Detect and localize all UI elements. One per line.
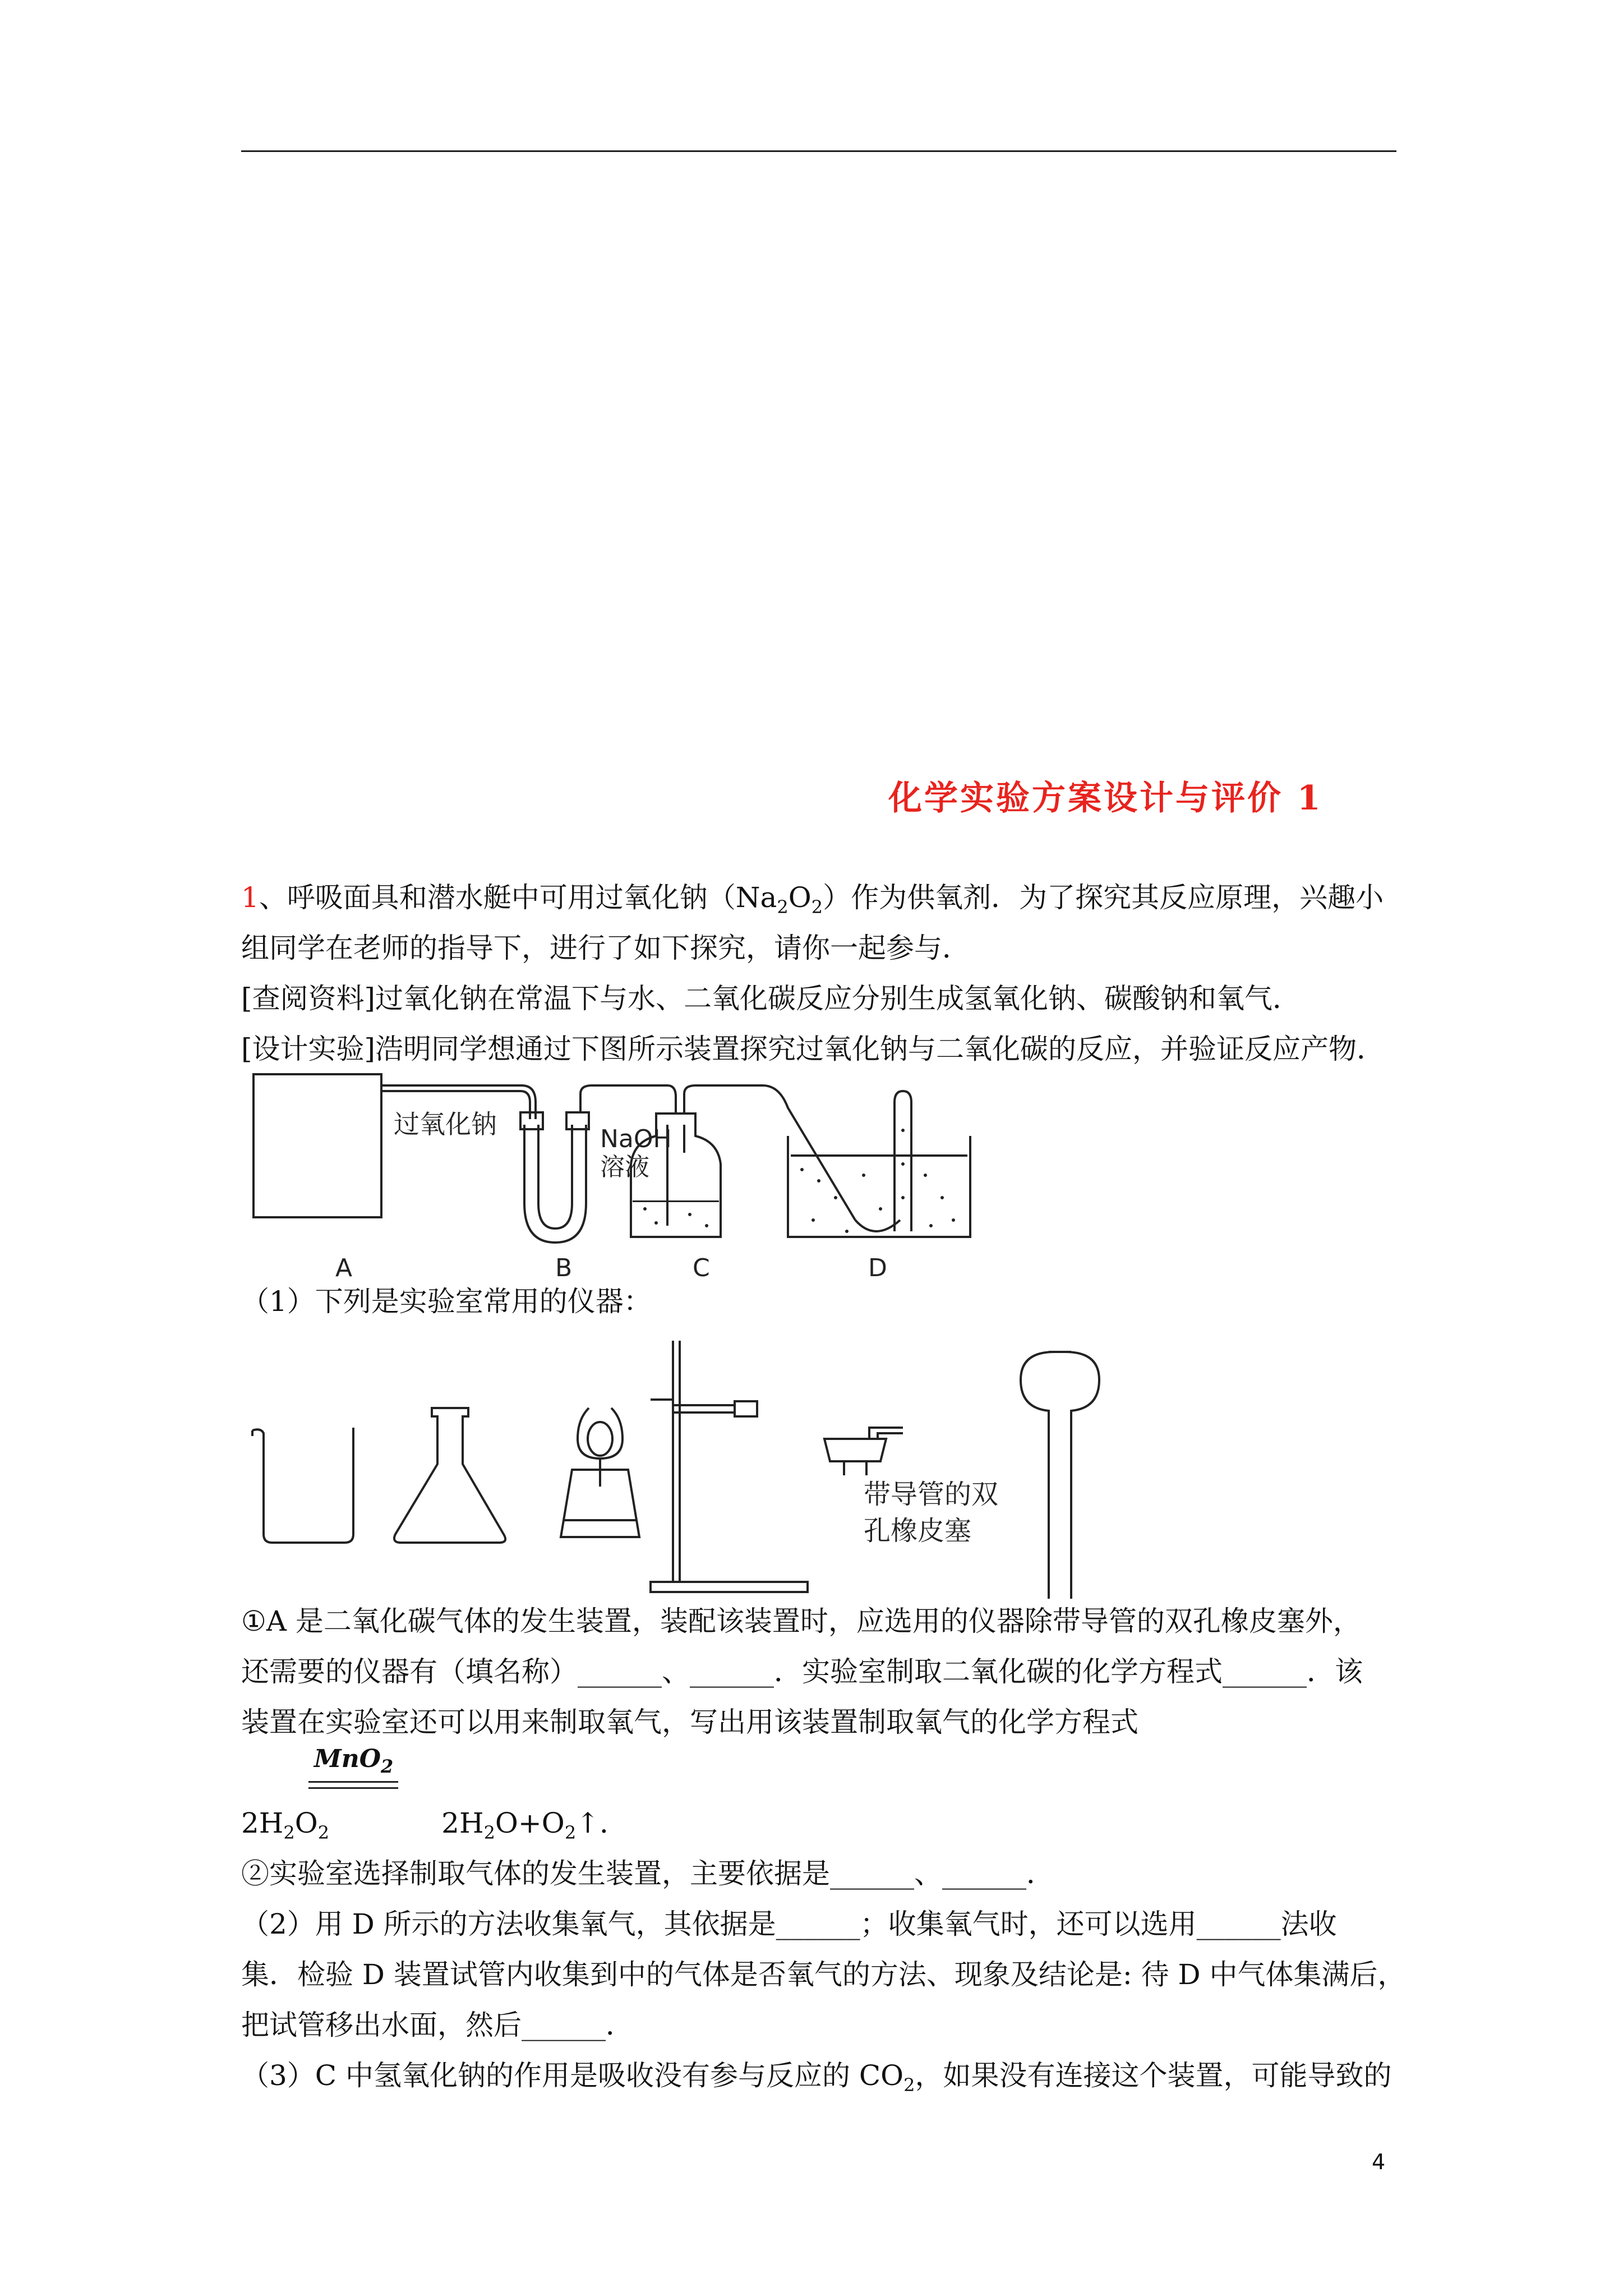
question-1-line-1: 1、呼吸面具和潜水艇中可用过氧化钠$(Na_2O_2)$作为供氧剂．为了探究其反应原理，兴趣小 <box>241 881 1384 918</box>
collection-test-tube <box>895 1091 911 1231</box>
equation-double-line-bottom <box>308 1787 398 1789</box>
question-number: 1 <box>241 881 259 914</box>
question-1-line-2: 组同学在老师的指导下，进行了如下探究，请你一起参与． <box>241 932 970 964</box>
sub-2-line-2: 集．检验 D 装置试管内收集到中的气体是否氧气的方法、现象及结论是: 待 D 中气体集满后， <box>241 1958 1406 1991</box>
generator-box-a <box>253 1074 381 1217</box>
label-naoh: NaOH <box>600 1125 672 1153</box>
label-c: C <box>693 1254 710 1282</box>
conical-flask <box>394 1408 505 1543</box>
sub-2-line-1: （2）用 D 所示的方法收集氧气，其依据是______；收集氧气时，还可以选用______法收 <box>241 1908 1337 1940</box>
page-title: 化学实验方案设计与评价 1 <box>888 779 1323 818</box>
equation-double-line-top <box>308 1781 398 1783</box>
u-tube-b <box>524 1125 586 1243</box>
apparatus-diagram <box>241 1063 1396 1287</box>
design-line: [设计实验]浩明同学想通过下图所示装置探究过氧化钠与二氧化碳的反应，并验证反应产物． <box>241 1033 1385 1065</box>
long-neck-funnel <box>1021 1352 1054 1599</box>
sub-3-line-1: （3）C 中氢氧化钠的作用是吸收没有参与反应的 $CO_2$，如果没有连接这个装置，可能导致的 <box>241 2059 1392 2096</box>
sub-1-line-a2: 还需要的仪器有（填名称）______、______．实验室制取二氧化碳的化学方程式______．该 <box>241 1655 1363 1688</box>
sub-1-line-a1: ①A 是二氧化碳气体的发生装置，装配该装置时，应选用的仪器除带导管的双孔橡皮塞外， <box>241 1605 1361 1637</box>
label-b: B <box>555 1254 573 1282</box>
two-hole-stopper <box>824 1439 886 1461</box>
water-trough-d <box>788 1136 970 1237</box>
sub-question-1-intro: （1）下列是实验室常用的仪器： <box>241 1285 652 1318</box>
label-a: A <box>335 1254 353 1282</box>
catalyst-label: MnO$_2$ <box>314 1745 394 1777</box>
reference-line: [查阅资料]过氧化钠在常温下与水、二氧化碳反应分别生成氢氧化钠、碳酸钠和氧气． <box>241 982 1301 1015</box>
oxygen-equation: $2H_2O_2$ $2H_2O+O_2↑$． <box>241 1807 628 1843</box>
sub-1-line-b: ②实验室选择制取气体的发生装置，主要依据是______、______． <box>241 1857 1054 1890</box>
label-d: D <box>868 1254 887 1282</box>
instruments-diagram <box>241 1335 1116 1599</box>
beaker <box>252 1428 353 1543</box>
sub-1-line-a3: 装置在实验室还可以用来制取氧气，写出用该装置制取氧气的化学方程式 <box>241 1706 1138 1738</box>
page-number: 4 <box>1372 2150 1386 2174</box>
alcohol-lamp <box>578 1408 623 1458</box>
header-rule <box>241 150 1396 152</box>
stopper-label-line-2: 孔橡皮塞 <box>864 1515 972 1547</box>
stopper-label-line-1: 带导管的双 <box>864 1479 999 1510</box>
label-solution: 溶液 <box>600 1153 649 1181</box>
sub-2-line-3: 把试管移出水面，然后______． <box>241 2009 634 2041</box>
label-sodium-peroxide: 过氧化钠 <box>394 1109 497 1139</box>
